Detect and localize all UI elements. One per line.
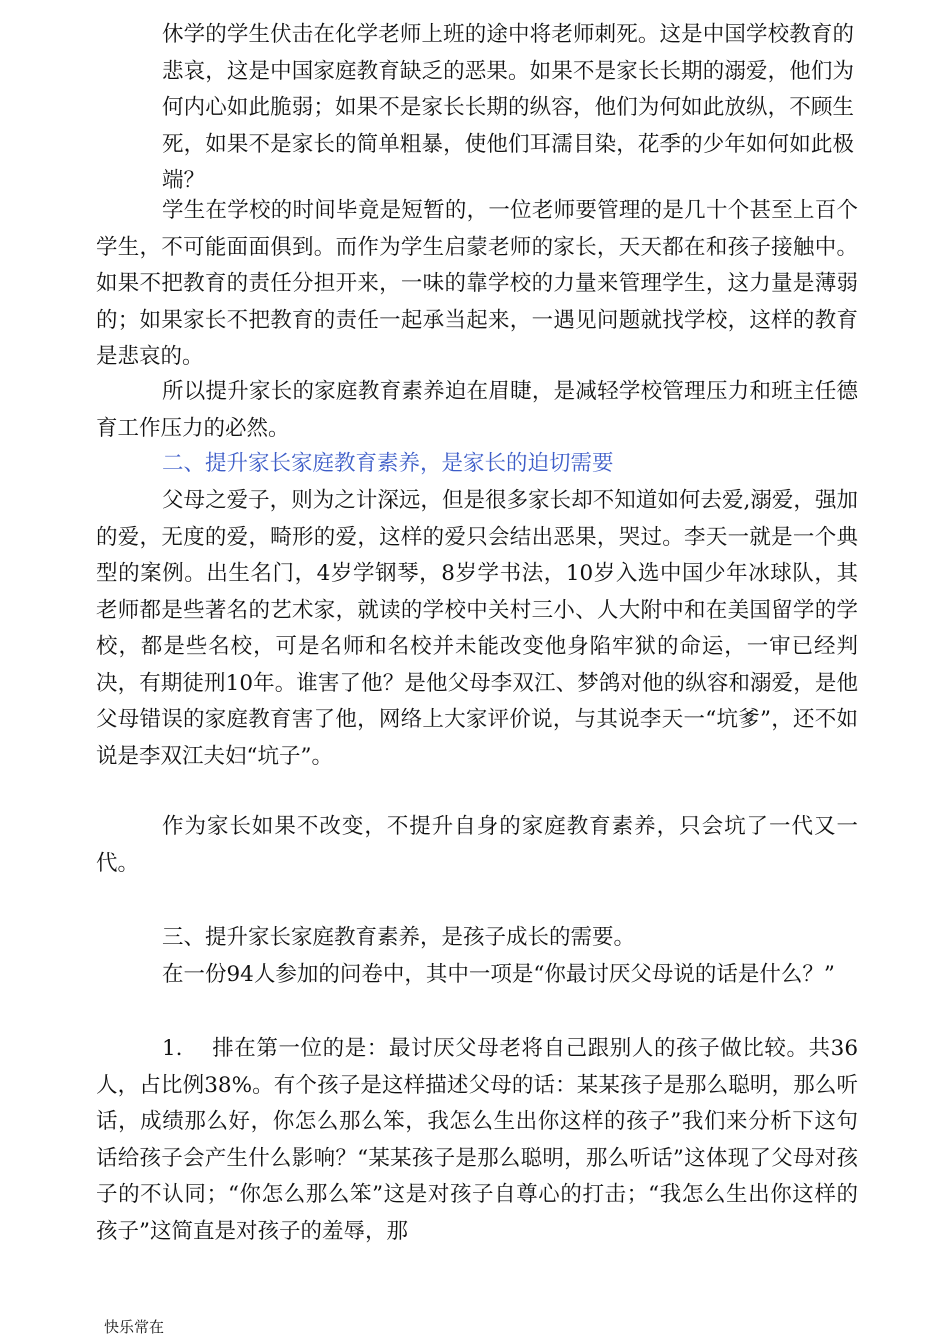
paragraph-survey: 在一份94人参加的问卷中，其中一项是“你最讨厌父母说的话是什么？” <box>162 962 835 987</box>
section-heading-three: 三、提升家长家庭教育素养，是孩子成长的需要。 <box>162 925 636 950</box>
section-heading-two: 二、提升家长家庭教育素养，是家长的迫切需要 <box>162 451 614 476</box>
paragraph-intro-continuation: 休学的学生伏击在化学老师上班的途中将老师刺死。这是中国学校教育的悲哀，这是中国家庭教育缺乏的恶果。如果不是家长长期的溺爱，他们为何内心如此脆弱；如果不是家长长期的纵容，他们为何如此放纵，不顾生死，如果不是家长的简单粗暴，使他们耳濡目染，花季的少年如何如此极端？ <box>162 22 854 193</box>
paragraph-school-time: 学生在学校的时间毕竟是短暂的，一位老师要管理的是几十个甚至上百个学生，不可能面面俱到。而作为学生启蒙老师的家长，天天都在和孩子接触中。如果不把教育的责任分担开来，一味的靠学校的力量来管理学生，这力量是薄弱的；如果家长不把教育的责任一起承当起来，一遇见问题就找学校，这样的教育是悲哀的。 <box>96 198 858 369</box>
paragraph-parent-change: 作为家长如果不改变，不提升自身的家庭教育素养，只会坑了一代又一代。 <box>96 814 858 876</box>
paragraph-conclusion-one: 所以提升家长的家庭教育素养迫在眉睫，是减轻学校管理压力和班主任德育工作压力的必然。 <box>96 379 858 441</box>
page-footer: 快乐常在 <box>104 1318 164 1336</box>
list-item-one: 1. 排在第一位的是：最讨厌父母老将自己跟别人的孩子做比较。共36人，占比例38%。有个孩子是这样描述父母的话：某某孩子是那么聪明，那么听话，成绩那么好，你怎么那么笨，我怎么生出你这样的孩子”我们来分析下这句话给孩子会产生什么影响？“某某孩子是那么聪明，那么听话”这体现了父母对孩子的不认同；“你怎么那么笨”这是对孩子自尊心的打击；“我怎么生出你这样的孩子”这简直是对孩子的羞辱，那 <box>96 1036 858 1244</box>
paragraph-li-tianyi-case: 父母之爱子，则为之计深远，但是很多家长却不知道如何去爱,溺爱，强加的爱，无度的爱，畸形的爱，这样的爱只会结出恶果，哭过。李天一就是一个典型的案例。出生名门，4岁学钢琴，8岁学书法，10岁入选中国少年冰球队，其老师都是些著名的艺术家，就读的学校中关村三小、人大附中和在美国留学的学校，都是些名校，可是名师和名校并未能改变他身陷牢狱的命运，一审已经判决，有期徒刑10年。谁害了他？是他父母李双江、梦鸽对他的纵容和溺爱，是他父母错误的家庭教育害了他，网络上大家评价说，与其说李天一“坑爹”，还不如说是李双江夫妇“坑子”。 <box>96 488 858 769</box>
